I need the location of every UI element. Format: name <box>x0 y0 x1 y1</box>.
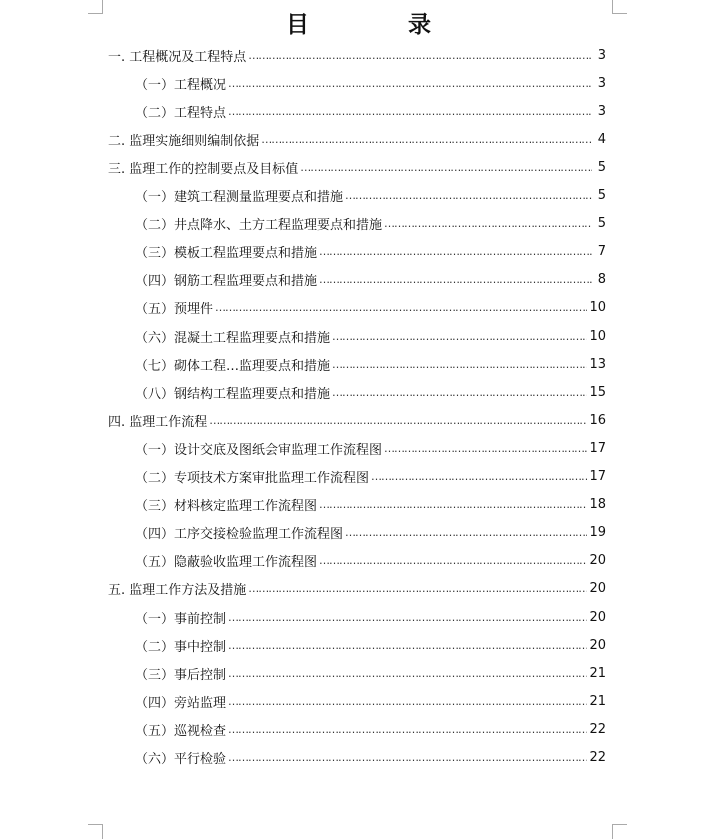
dot-leader <box>319 554 587 567</box>
page-title: 目 录 <box>286 11 469 38</box>
dot-leader <box>332 330 587 343</box>
dot-leader <box>228 639 587 652</box>
toc-entry-label: 二. 监理实施细则编制依据 <box>108 133 260 149</box>
toc-entry-label: （二）事中控制 <box>135 639 227 655</box>
toc-entry-page-number: 15 <box>589 384 606 400</box>
toc-entry-label: （五）巡视检查 <box>135 723 227 739</box>
toc-entry-page-number: 4 <box>597 131 606 147</box>
toc-entry-label: 四. 监理工作流程 <box>108 414 208 430</box>
toc-entry-page-number: 16 <box>589 412 606 428</box>
toc-entry[interactable] <box>135 438 606 458</box>
toc-entry-label: （二）工程特点 <box>135 105 227 121</box>
toc-entry-label: （四）工序交接检验监理工作流程图 <box>135 527 344 543</box>
dot-leader <box>228 723 587 736</box>
toc-entry-page-number: 8 <box>597 272 606 288</box>
toc-entry[interactable] <box>135 354 606 374</box>
toc-entry[interactable] <box>135 382 606 402</box>
dot-leader <box>248 49 592 62</box>
toc-entry[interactable] <box>135 748 606 768</box>
dot-leader <box>345 526 587 539</box>
toc-entry-label: （一）设计交底及图纸会审监理工作流程图 <box>135 442 383 458</box>
dot-leader <box>228 611 587 624</box>
crop-mark <box>612 824 627 839</box>
dot-leader <box>228 77 592 90</box>
toc-entry[interactable] <box>135 607 606 627</box>
toc-entry[interactable] <box>135 298 606 318</box>
toc-entry[interactable] <box>135 242 606 262</box>
toc-entry[interactable] <box>135 691 606 711</box>
toc-entry-page-number: 5 <box>597 188 606 203</box>
dot-leader <box>345 189 592 202</box>
toc-entry-page-number: 18 <box>589 497 606 513</box>
dot-leader <box>332 358 587 371</box>
toc-entry-page-number: 22 <box>589 750 606 765</box>
toc-entry-label: （三）材料核定监理工作流程图 <box>135 499 318 515</box>
dot-leader <box>371 470 587 483</box>
toc-entry-label: （二）井点降水、土方工程监理要点和措施 <box>135 218 383 234</box>
dot-leader <box>228 105 592 118</box>
toc-entry[interactable] <box>135 719 606 739</box>
toc-entry-page-number: 13 <box>589 356 606 372</box>
dot-leader <box>319 273 592 286</box>
toc-entry-page-number: 21 <box>589 665 606 681</box>
toc-entry-page-number: 20 <box>589 609 606 625</box>
toc-entry-page-number: 3 <box>597 75 606 91</box>
toc-entry-label: （二）专项技术方案审批监理工作流程图 <box>135 471 370 486</box>
toc-entry-page-number: 3 <box>597 47 606 63</box>
toc-entry[interactable] <box>108 579 606 599</box>
dot-leader <box>228 695 587 708</box>
dot-leader <box>248 582 587 595</box>
toc-entry-label: （四）旁站监理 <box>135 695 227 711</box>
toc-entry-label: （一）工程概况 <box>135 77 227 93</box>
toc-entry-label: 五. 监理工作方法及措施 <box>108 583 247 599</box>
toc-entry-label: （四）钢筋工程监理要点和措施 <box>135 274 318 290</box>
dot-leader <box>332 386 587 399</box>
toc-entry[interactable] <box>135 495 606 515</box>
dot-leader <box>384 442 587 455</box>
toc-entry-label: （三）事后控制 <box>135 667 227 683</box>
toc-entry-page-number: 10 <box>589 300 606 316</box>
toc-entry-page-number: 7 <box>597 244 606 260</box>
toc-entry[interactable] <box>108 410 606 430</box>
toc-entry-page-number: 20 <box>589 581 606 597</box>
dot-leader <box>384 217 592 230</box>
dot-leader <box>319 245 592 258</box>
crop-mark <box>88 824 103 839</box>
toc-entry[interactable] <box>135 663 606 683</box>
dot-leader <box>300 161 592 174</box>
toc-entry-label: （三）模板工程监理要点和措施 <box>135 246 318 262</box>
toc-entry[interactable] <box>135 101 606 121</box>
toc-entry-page-number: 20 <box>589 553 606 569</box>
toc-entry[interactable] <box>135 326 606 346</box>
dot-leader <box>319 498 587 511</box>
toc-entry-label: （六）平行检验 <box>135 752 227 767</box>
toc-entry-label: （七）砌体工程…监理要点和措施 <box>135 358 331 374</box>
toc-entry-page-number: 5 <box>597 159 606 175</box>
toc-entry[interactable] <box>108 157 606 177</box>
toc-entry-page-number: 17 <box>589 469 606 484</box>
dot-leader <box>209 414 587 427</box>
dot-leader <box>261 133 592 146</box>
toc-entry-label: 一. 工程概况及工程特点 <box>108 49 247 65</box>
toc-entry[interactable] <box>135 551 606 571</box>
toc-entry[interactable] <box>135 635 606 655</box>
toc-entry-page-number: 22 <box>589 721 606 737</box>
dot-leader <box>215 301 587 314</box>
toc-entry[interactable] <box>135 186 606 206</box>
toc-entry[interactable] <box>135 523 606 543</box>
toc-entry-page-number: 5 <box>597 216 606 232</box>
toc-entry-page-number: 21 <box>589 693 606 709</box>
toc-entry-label: 三. 监理工作的控制要点及目标值 <box>108 161 299 177</box>
toc-entry[interactable] <box>135 467 606 487</box>
toc-entry-label: （五）隐蔽验收监理工作流程图 <box>135 555 318 571</box>
dot-leader <box>228 751 587 764</box>
toc-entry[interactable] <box>135 270 606 290</box>
toc-entry[interactable] <box>135 214 606 234</box>
toc-entry[interactable] <box>108 129 606 149</box>
toc-entry-label: （五）预埋件 <box>135 302 214 318</box>
toc-entry[interactable] <box>135 73 606 93</box>
toc-entry-page-number: 3 <box>597 103 606 119</box>
toc-entry-label: （八）钢结构工程监理要点和措施 <box>135 386 331 402</box>
toc-entry-label: （一）建筑工程测量监理要点和措施 <box>135 190 344 205</box>
dot-leader <box>228 667 587 680</box>
toc-entry-label: （六）混凝土工程监理要点和措施 <box>135 330 331 346</box>
toc-entry-page-number: 17 <box>589 440 606 456</box>
toc-entry-label: （一）事前控制 <box>135 611 227 627</box>
toc-entry-page-number: 20 <box>589 637 606 653</box>
toc-entry[interactable] <box>108 45 606 65</box>
toc-entry-page-number: 19 <box>589 525 606 541</box>
toc-entry-page-number: 10 <box>589 328 606 344</box>
